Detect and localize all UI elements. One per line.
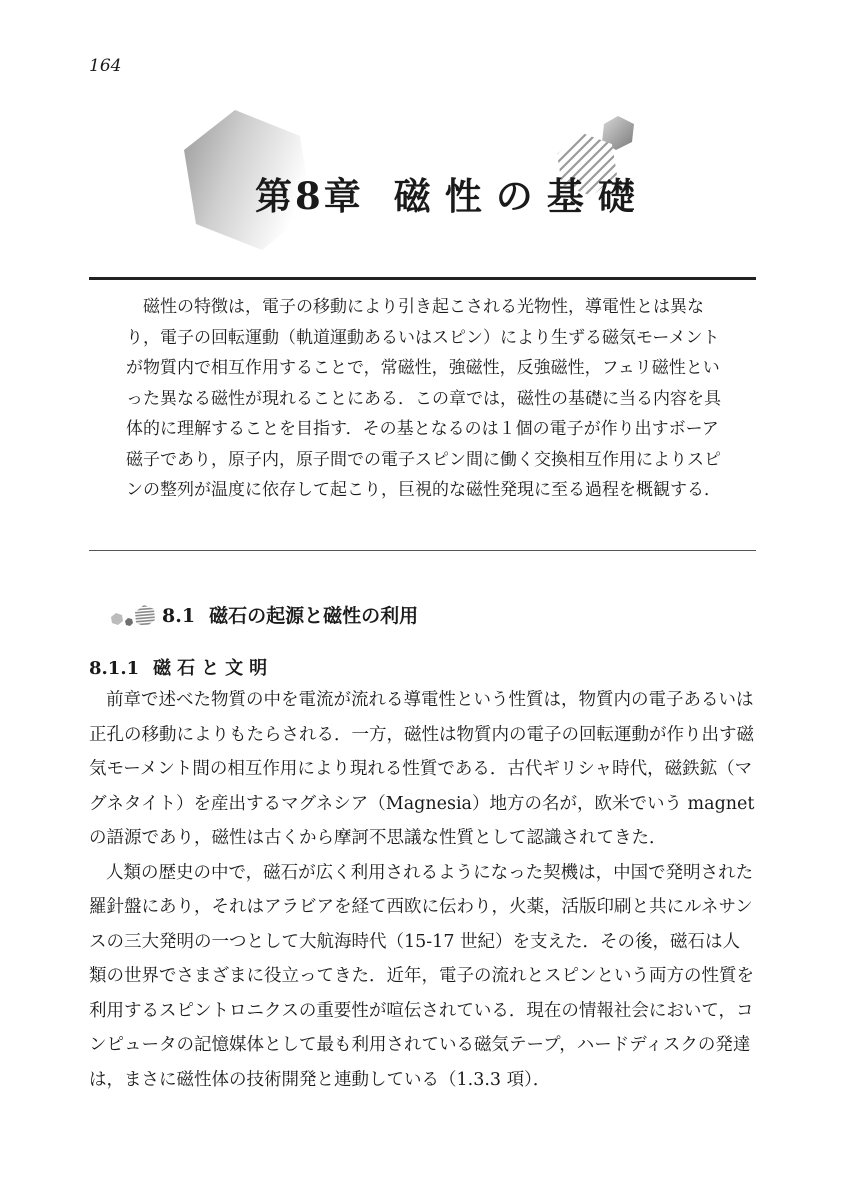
subsection-number: 8.1.1 xyxy=(89,658,140,679)
section-heading xyxy=(162,601,418,628)
section-title: 磁石の起源と磁性の利用 xyxy=(209,605,419,627)
hexagon-decoration xyxy=(0,0,846,260)
abstract-text: 磁性の特徴は，電子の移動により引き起こされる光物性，導電性とは異なり，電子の回転運動（軌道運動あるいはスピン）により生ずる磁気モーメントが物質内で相互作用することで，常磁性，強磁性，反強磁性，フェリ磁性といった異なる磁性が現れることにある．この章では，磁性の基礎に当る内容を具体的に理解することを目指す．その基となるのは１個の電子が作り出すボーア磁子であり，原子内，原子間での電子スピン間に働く交換相互作用によりスピンの整列が温度に依存して起こり，巨視的な磁性発現に至る過程を概観する． xyxy=(126,297,721,500)
body-text xyxy=(89,683,757,1097)
chapter-title xyxy=(255,166,649,220)
section-number: 8.1 xyxy=(162,605,196,627)
subsection-title: 磁石と文明 xyxy=(153,658,274,679)
chapter-abstract xyxy=(126,292,726,506)
paragraph: 前章で述べた物質の中を電流が流れる導電性という性質は，物質内の電子あるいは正孔の移動によりもたらされる．一方，磁性は物質内の電子の回転運動が作り出す磁気モーメント間の相互作用により現れる性質である．古代ギリシャ時代，磁鉄鉱（マグネタイト）を産出するマグネシア（Magnesia）地方の名が，欧米でいう magnet の語源であり，磁性は古くから摩訶不思議な性質として認識されてきた． xyxy=(89,690,755,848)
subsection-heading xyxy=(89,654,273,680)
abstract-bottom-rule xyxy=(89,550,756,551)
chapter-title-text: 磁性の基礎 xyxy=(393,174,649,218)
chapter-number: 第8章 xyxy=(255,174,364,218)
section-hexagon-icon xyxy=(106,602,156,632)
page-number: 164 xyxy=(89,56,122,76)
paragraph: 人類の歴史の中で，磁石が広く利用されるようになった契機は，中国で発明された羅針盤にあり，それはアラビアを経て西欧に伝わり，火薬，活版印刷と共にルネサンスの三大発明の一つとして大航海時代（15-17 世紀）を支えた．その後，磁石は人類の世界でさまざまに役立ってきた．近年，電子の流れとスピンという両方の性質を利用するスピントロニクスの重要性が喧伝されている．現在の情報社会において，コンピュータの記憶媒体として最も利用されている磁気テープ，ハードディスクの発達は，まさに磁性体の技術開発と連動している（1.3.3 項）． xyxy=(89,862,754,1090)
abstract-top-rule xyxy=(89,277,756,280)
